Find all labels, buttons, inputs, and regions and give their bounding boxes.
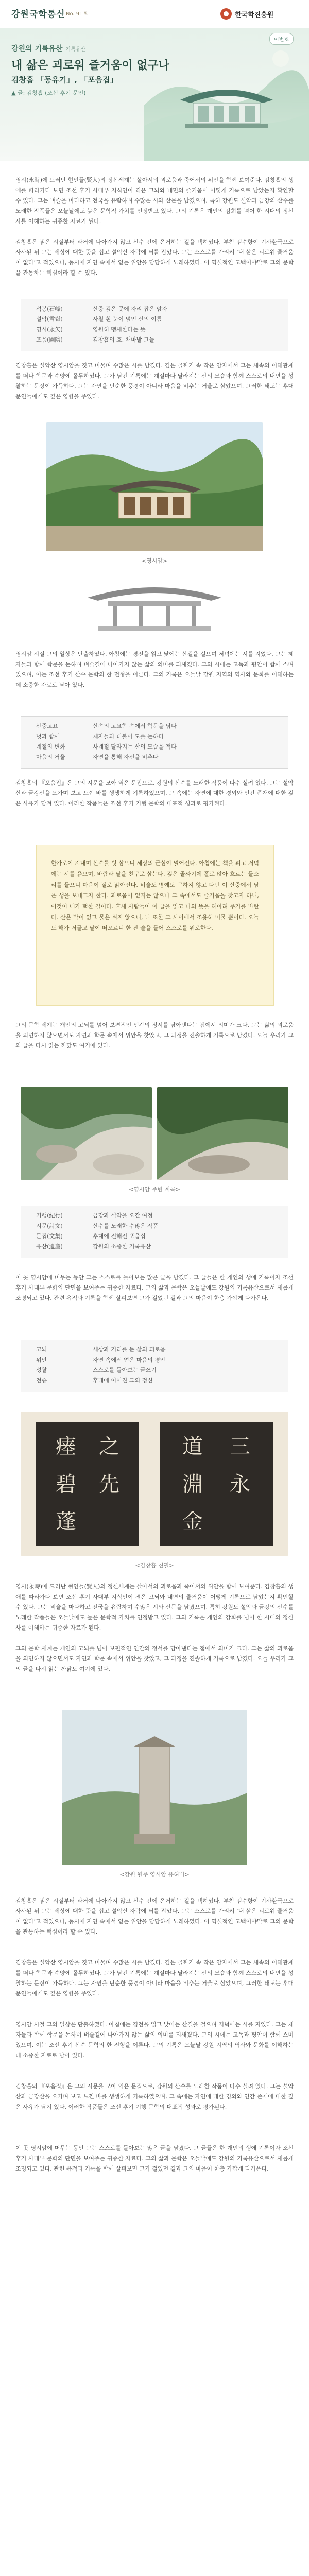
calligraphy-characters-right: 道 三 淵 永 金	[182, 1435, 250, 1534]
header-bar	[0, 0, 309, 28]
valley-photo-right	[157, 1087, 288, 1180]
body-paragraph: 이 곳 영시암에 머무는 동안 그는 스스로를 돌아보는 많은 글을 남겼다. 그 글들은 한 개인의 생애 기록이자 조선 후기 사대부 문화의 단면을 보여주는 귀중한 자료다. 그의 삶과 문학은 오늘날에도 강원의 기록유산으로서 새롭게 조명되고 있다. 관련 유적과 기록을 함께 살펴보면 그가 걸었던 길과 그의 마음이 한층 가깝게 다가온다.	[15, 1274, 294, 1301]
logo-mark-icon	[220, 8, 232, 20]
hero-subtitle: 김창흡 「동유기」, 「포음집」	[11, 75, 118, 84]
hero-temple-illustration	[144, 28, 309, 161]
body-paragraph: 김창흡은 젊은 시절부터 과거에 나아가지 않고 산수 간에 은거하는 길을 택하였다. 부친 김수항이 기사환국으로 사사된 뒤 그는 세상에 대한 뜻을 접고 설악산 자락에 터를 잡았다. 그는 스스로를 가리켜 ‘내 삶은 괴로워 즐거움이 없다’고 적었으나, 동시에 자연 속에서 얻는 위안을 담담하게 노래하였다. 이 역설적인 고백이야말로 그의 문학을 관통하는 핵심이라 할 수 있다.	[15, 1897, 294, 1935]
body-paragraph: 김창흡은 설악산 영시암을 짓고 머물며 수많은 시를 남겼다. 깊은 골짜기 속 작은 암자에서 그는 세속의 이해관계를 떠나 학문과 수양에 몰두하였다. 그가 남긴 기록에는 계절마다 달라지는 산의 모습과 함께 스스로의 내면을 성찰하는 문장이 가득하다. 그는 자연을 단순한 풍경이 아니라 마음을 비추는 거울로 삼았으며, 그러한 태도는 후대 문인들에게도 깊은 영향을 주었다.	[15, 1959, 294, 1997]
body-paragraph: 그의 문학 세계는 개인의 고뇌를 넘어 보편적인 인간의 정서를 담아낸다는 점에서 의미가 크다. 그는 삶의 괴로움을 외면하지 않으면서도 자연과 학문 속에서 위안을 찾았고, 그 과정을 진솔하게 기록으로 남겼다. 오늘 우리가 그의 글을 다시 읽는 까닭도 여기에 있다.	[15, 1022, 294, 1049]
quote-box: 고뇌 세상과 거리를 둔 삶의 괴로움 위안 자연 속에서 얻은 마음의 평안 성찰 스스로를 돌아보는 글쓰기 전승 후대에 이어진 그의 정신	[21, 1340, 288, 1392]
quote-box: 기행(紀行) 금강과 설악을 오간 여정 시문(詩文) 산수를 노래한 수많은 작품 문집(文集) 후대에 전해진 포음집 유산(遺産) 강원의 소중한 기록유산	[21, 1206, 288, 1258]
photo-caption: <영시암>	[141, 557, 168, 564]
photo-caption: <김창흡 친필>	[135, 1562, 174, 1569]
body-paragraph: 영시암 시절 그의 일상은 단출하였다. 아침에는 경전을 읽고 낮에는 산길을 걸으며 저녁에는 시를 지었다. 그는 제자들과 함께 학문을 논하며 벼슬길에 나아가지 않는 삶의 의미를 되새겼다. 그의 시에는 고독과 평안이 함께 스며 있으며, 이는 조선 후기 산수 문학의 한 전형을 이룬다. 그의 기록은 오늘날 강원 지역의 역사와 문화를 이해하는 데 소중한 자료로 남아 있다.	[15, 651, 294, 688]
institute-logo[interactable]	[220, 7, 298, 21]
issue-number: No. 91호	[66, 11, 88, 17]
body-paragraph: 이 곳 영시암에 머무는 동안 그는 스스로를 돌아보는 많은 글을 남겼다. 그 글들은 한 개인의 생애 기록이자 조선 후기 사대부 문화의 단면을 보여주는 귀중한 자료다. 그의 삶과 문학은 오늘날에도 강원의 기록유산으로서 새롭게 조명되고 있다. 관련 유적과 기록을 함께 살펴보면 그가 걸었던 길과 그의 마음이 한층 가깝게 다가온다.	[15, 2145, 294, 2172]
hero-title: 내 삶은 괴로워 즐거움이 없구나	[11, 59, 169, 72]
body-paragraph: 그의 문학 세계는 개인의 고뇌를 넘어 보편적인 인간의 정서를 담아낸다는 점에서 의미가 크다. 그는 삶의 괴로움을 외면하지 않으면서도 자연과 학문 속에서 위안을 찾았고, 그 과정을 진솔하게 기록으로 남겼다. 오늘 우리가 그의 글을 다시 읽는 까닭도 여기에 있다.	[15, 1645, 294, 1672]
calligraphy-characters-left: 瘗 之 碧 先 蓬	[56, 1435, 119, 1534]
institute-name: 한국학진흥원	[235, 11, 274, 19]
photo-caption: <강원 원주 영시암 유허비>	[119, 1871, 190, 1878]
pavilion-illustration	[77, 572, 232, 634]
body-paragraph: 김창흡은 설악산 영시암을 짓고 머물며 수많은 시를 남겼다. 깊은 골짜기 속 작은 암자에서 그는 세속의 이해관계를 떠나 학문과 수양에 몰두하였다. 그가 남긴 기록에는 계절마다 달라지는 산의 모습과 함께 스스로의 내면을 성찰하는 문장이 가득하다. 그는 자연을 단순한 풍경이 아니라 마음을 비추는 거울로 삼았으며, 그러한 태도는 후대 문인들에게도 깊은 영향을 주었다.	[15, 362, 294, 400]
hero-author: ▲ 글: 김창흡 (조선 후기 문인)	[11, 90, 86, 96]
body-paragraph: 김창흡의 『포음집』은 그의 시문을 모아 엮은 문집으로, 강원의 산수를 노래한 작품이 다수 실려 있다. 그는 설악산과 금강산을 오가며 보고 느낀 바를 생생하게 기록하였으며, 그 속에는 자연에 대한 경외와 인간 존재에 대한 깊은 사유가 담겨 있다. 이러한 작품들은 조선 후기 기행 문학의 대표적 성과로 평가된다.	[15, 2083, 294, 2110]
poem-quote-box	[36, 845, 274, 1006]
hero-series-label: 강원의 기록유산 기록유산	[11, 45, 86, 53]
body-paragraph: 김창흡의 『포음집』은 그의 시문을 모아 엮은 문집으로, 강원의 산수를 노래한 작품이 다수 실려 있다. 그는 설악산과 금강산을 오가며 보고 느낀 바를 생생하게 기록하였으며, 그 속에는 자연에 대한 경외와 인간 존재에 대한 깊은 사유가 담겨 있다. 이러한 작품들은 조선 후기 기행 문학의 대표적 성과로 평가된다.	[15, 779, 294, 807]
body-paragraph: 영시암 시절 그의 일상은 단출하였다. 아침에는 경전을 읽고 낮에는 산길을 걸으며 저녁에는 시를 지었다. 그는 제자들과 함께 학문을 논하며 벼슬길에 나아가지 않는 삶의 의미를 되새겼다. 그의 시에는 고독과 평안이 함께 스며 있으며, 이는 조선 후기 산수 문학의 한 전형을 이룬다. 그의 기록은 오늘날 강원 지역의 역사와 문화를 이해하는 데 소중한 자료로 남아 있다.	[15, 2021, 294, 2059]
valley-photo-left	[21, 1087, 152, 1180]
newsletter-title: 강원국학통신	[11, 9, 65, 20]
photo-caption: <영시암 주변 계곡>	[129, 1186, 180, 1193]
hero-banner	[0, 28, 309, 161]
temple-photo	[46, 422, 263, 551]
hero-badge: 이번호	[269, 33, 294, 45]
body-paragraph: 영시(永時)에 드러난 현인들(賢人)의 정신세계는 살아서의 괴로움과 죽어서의 위안을 함께 보여준다. 김창흡의 생애를 따라가다 보면 조선 후기 사대부 지식인이 겪은 고뇌와 내면의 즐거움이 어떻게 기록으로 남았는지 확인할 수 있다. 그는 벼슬을 마다하고 전국을 유람하며 수많은 시와 산문을 남겼으며, 특히 강원도 설악과 금강의 산수를 노래한 작품들은 오늘날에도 높은 문학적 가치를 인정받고 있다. 그의 기록은 개인의 감회를 넘어 한 시대의 정신사를 이해하는 귀중한 자료가 된다.	[15, 1583, 294, 1631]
quote-box: 산중고요 산속의 고요함 속에서 학문을 닦다 벗과 함께 제자들과 더불어 도를 논하다 계절의 변화 사계절 달라지는 산의 모습을 적다 마음의 거울 자연을 통해 자신을 비추다	[21, 716, 288, 769]
body-paragraph: 김창흡은 젊은 시절부터 과거에 나아가지 않고 산수 간에 은거하는 길을 택하였다. 부친 김수항이 기사환국으로 사사된 뒤 그는 세상에 대한 뜻을 접고 설악산 자락에 터를 잡았다. 그는 스스로를 가리켜 ‘내 삶은 괴로워 즐거움이 없다’고 적었으나, 동시에 자연 속에서 얻는 위안을 담담하게 노래하였다. 이 역설적인 고백이야말로 그의 문학을 관통하는 핵심이라 할 수 있다.	[15, 239, 294, 276]
calligraphy-photo	[21, 1412, 288, 1556]
body-paragraph: 영시(永時)에 드러난 현인들(賢人)의 정신세계는 살아서의 괴로움과 죽어서의 위안을 함께 보여준다. 김창흡의 생애를 따라가다 보면 조선 후기 사대부 지식인이 겪은 고뇌와 내면의 즐거움이 어떻게 기록으로 남았는지 확인할 수 있다. 그는 벼슬을 마다하고 전국을 유람하며 수많은 시와 산문을 남겼으며, 특히 강원도 설악과 금강의 산수를 노래한 작품들은 오늘날에도 높은 문학적 가치를 인정받고 있다. 그의 기록은 개인의 감회를 넘어 한 시대의 정신사를 이해하는 귀중한 자료가 된다.	[15, 177, 294, 225]
quote-box: 석봉(石峰) 산중 깊은 곳에 자리 잡은 암자 설악(雪嶽) 사철 흰 눈이 덮인 산의 이름 영시(永矢) 영원히 맹세한다는 뜻 포음(圃陰) 김창흡의 호, 채마밭 그늘	[21, 299, 288, 351]
poem-quote-text: 한가로이 지내며 산수를 벗 삼으니 세상의 근심이 멀어진다. 아침에는 책을 펴고 저녁에는 시를 읊으며, 바람과 달을 친구로 삼는다. 깊은 골짜기에 홀로 앉아 흐르는 물소리를 들으니 마음이 절로 맑아진다. 벼슬도 명예도 구하지 않고 다만 이 산중에서 남은 생을 보내고자 한다. 괴로움이 없지는 않으나 그 속에서도 즐거움을 찾고자 하니, 이것이 내가 택한 길이다. 후세 사람들이 이 글을 읽고 나의 뜻을 헤아려 주기를 바란다. 산은 말이 없고 물은 쉬지 않으니, 나 또한 그 사이에서 조용히 머물 뿐이다. 오늘도 해가 저물고 달이 떠오르니 한 잔 술을 들어 스스로를 위로한다.	[51, 860, 259, 931]
monument-photo	[62, 1710, 247, 1865]
